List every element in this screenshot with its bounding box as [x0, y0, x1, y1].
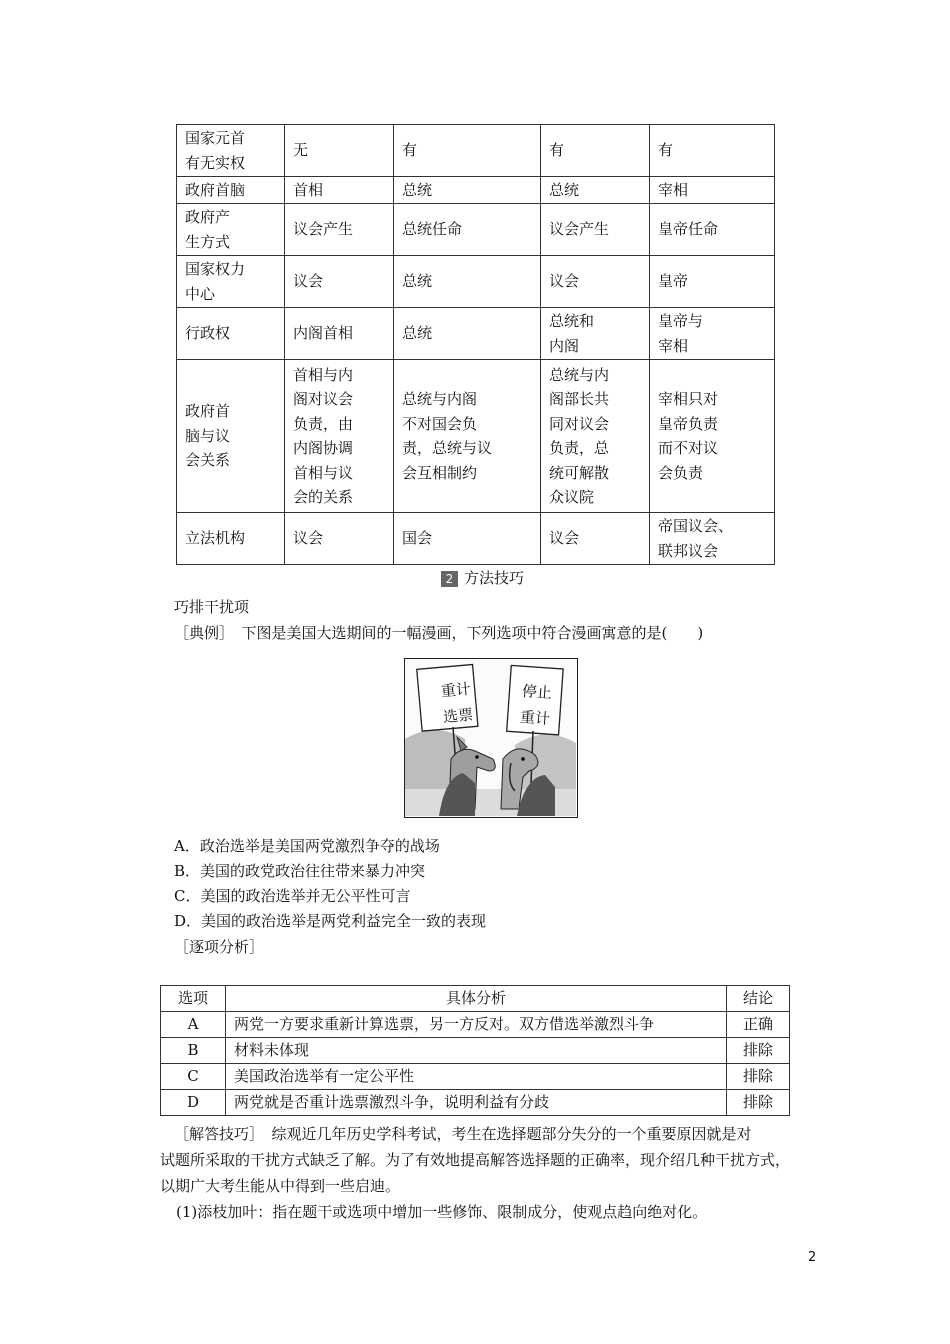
- cell-line: 会的关系: [293, 488, 354, 506]
- cell-line: 宰相: [658, 180, 689, 199]
- analysis-table: [160, 985, 790, 1116]
- cell-line: 总统: [402, 180, 433, 199]
- option-a: A．政治选举是美国两党激烈争夺的战场: [174, 837, 440, 855]
- table-row: [177, 308, 775, 360]
- table-row: [177, 360, 775, 513]
- option-c: C．美国的政治选举并无公平性可言: [174, 887, 411, 905]
- table-cell: [285, 177, 394, 204]
- section-title: 方法技巧: [464, 569, 525, 587]
- cell-line: 政府首脑: [185, 180, 246, 199]
- cell-line: 阁对议会: [293, 390, 354, 408]
- option-b: B．美国的政党政治往往带来暴力冲突: [174, 862, 426, 880]
- analysis-heading: ［逐项分析］: [174, 938, 265, 956]
- cell-line: 总统与内: [549, 365, 610, 384]
- cell-line: 帝国议会、: [658, 517, 734, 535]
- table-row: [161, 1090, 790, 1116]
- header-cell: 具体分析: [226, 986, 727, 1012]
- table-cell: [394, 125, 541, 177]
- table-cell: [541, 204, 650, 256]
- comparison-table: [176, 124, 775, 565]
- sign-left-line: 选票: [442, 705, 474, 727]
- analysis-cell: 两党一方要求重新计算选票，另一方反对。双方借选举激烈斗争: [226, 1012, 727, 1038]
- table-row: [177, 256, 775, 308]
- page-number: 2: [808, 1250, 817, 1265]
- table-row: [161, 1012, 790, 1038]
- conclusion-cell: 正确: [727, 1012, 790, 1038]
- cell-line: 议会: [549, 529, 580, 548]
- cell-line: 总统: [402, 272, 433, 291]
- political-cartoon: [404, 658, 578, 818]
- table-cell: [394, 204, 541, 256]
- cell-line: 总统: [549, 180, 580, 199]
- cell-line: 宰相只对: [658, 390, 719, 408]
- table-cell: [541, 125, 650, 177]
- cell-line: 皇帝任命: [658, 220, 719, 239]
- tips-line: ［解答技巧］ 综观近几年历史学科考试，考生在选择题部分失分的一个重要原因就是对: [174, 1125, 752, 1143]
- cell-line: 生方式: [185, 232, 231, 251]
- tips-line: (1)添枝加叶：指在题干或选项中增加一些修饰、限制成分，使观点趋向绝对化。: [176, 1203, 708, 1221]
- table-cell: [285, 308, 394, 360]
- cell-line: 议会: [293, 529, 324, 548]
- option-cell: D: [161, 1090, 226, 1116]
- analysis-cell: 材料未体现: [226, 1038, 727, 1064]
- table-cell: [541, 513, 650, 565]
- table-row: [161, 1064, 790, 1090]
- cell-line: 议会产生: [293, 220, 354, 239]
- cell-line: 议会: [549, 272, 580, 291]
- conclusion-cell: 排除: [727, 1064, 790, 1090]
- option-cell: B: [161, 1038, 226, 1064]
- cell-line: 立法机构: [185, 529, 246, 548]
- cell-line: 责，总统与议: [402, 439, 493, 457]
- table-cell: [650, 177, 775, 204]
- analysis-header-row: [161, 986, 790, 1012]
- cell-line: 国家权力: [185, 260, 246, 278]
- cell-line: 总统与内阁: [402, 390, 478, 408]
- table-cell: [541, 308, 650, 360]
- row-label-cell: [177, 204, 285, 256]
- cell-line: 负责，总: [549, 439, 610, 457]
- table-cell: [285, 256, 394, 308]
- table-cell: [650, 256, 775, 308]
- cell-line: 同对议会: [549, 414, 610, 433]
- sign-left: [428, 675, 486, 732]
- header-cell: 选项: [161, 986, 226, 1012]
- cell-line: 联邦议会: [658, 541, 719, 560]
- row-label-cell: [177, 513, 285, 565]
- table-cell: [650, 513, 775, 565]
- table-cell: [541, 177, 650, 204]
- cell-line: 会负责: [658, 463, 704, 482]
- cell-line: 国会: [402, 529, 433, 548]
- table-cell: [285, 204, 394, 256]
- table-cell: [650, 360, 775, 513]
- cell-line: 总统: [402, 324, 433, 343]
- sign-right-line: 重计: [519, 707, 551, 728]
- cell-line: 会关系: [185, 451, 231, 470]
- cell-line: 脑与议: [185, 426, 231, 445]
- cell-line: 众议院: [549, 488, 595, 506]
- cell-line: 有: [402, 141, 418, 160]
- option-d: D．美国的政治选举是两党利益完全一致的表现: [174, 912, 487, 930]
- conclusion-cell: 排除: [727, 1038, 790, 1064]
- sign-left-line: 重计: [440, 679, 472, 701]
- table-row: [177, 204, 775, 256]
- cell-line: 内阁首相: [293, 324, 354, 343]
- cell-line: 首相与内: [293, 365, 354, 384]
- cell-line: 内阁: [549, 336, 580, 355]
- row-label-cell: [177, 360, 285, 513]
- cell-line: 有无实权: [185, 153, 246, 172]
- cell-line: 议会产生: [549, 220, 610, 239]
- cell-line: 阁部长共: [549, 390, 610, 408]
- cell-line: 不对国会负: [402, 414, 478, 433]
- cell-line: 议会: [293, 272, 324, 291]
- cell-line: 会互相制约: [402, 463, 478, 482]
- cell-line: 有: [658, 141, 674, 160]
- cell-line: 统可解散: [549, 463, 610, 482]
- example-question: ［典例］ 下图是美国大选期间的一幅漫画，下列选项中符合漫画寓意的是( ): [174, 624, 704, 642]
- option-cell: A: [161, 1012, 226, 1038]
- section-heading: [441, 568, 524, 588]
- cell-line: 首相: [293, 180, 324, 199]
- table-cell: [394, 513, 541, 565]
- table-cell: [394, 256, 541, 308]
- cell-line: 有: [549, 141, 565, 160]
- table-cell: [650, 204, 775, 256]
- cell-line: 而不对议: [658, 439, 719, 457]
- table-cell: [285, 513, 394, 565]
- table-row: [177, 177, 775, 204]
- sign-right: [509, 677, 563, 732]
- table-row: [177, 125, 775, 177]
- table-cell: [541, 360, 650, 513]
- table-cell: [394, 308, 541, 360]
- cell-line: 总统任命: [402, 220, 463, 239]
- row-label-cell: [177, 177, 285, 204]
- table-cell: [285, 360, 394, 513]
- cell-line: 行政权: [185, 324, 231, 343]
- cell-line: 皇帝负责: [658, 414, 719, 433]
- cell-line: 宰相: [658, 336, 689, 355]
- table-row: [177, 513, 775, 565]
- row-label-cell: [177, 125, 285, 177]
- section-number-badge: 2: [441, 571, 458, 587]
- cell-line: 政府首: [185, 402, 231, 421]
- analysis-cell: 美国政治选举有一定公平性: [226, 1064, 727, 1090]
- table-cell: [394, 360, 541, 513]
- sign-right-line: 停止: [521, 682, 553, 703]
- cell-line: 皇帝与: [658, 312, 704, 330]
- cell-line: 内阁协调: [293, 439, 354, 457]
- row-label-cell: [177, 308, 285, 360]
- row-label-cell: [177, 256, 285, 308]
- conclusion-cell: 排除: [727, 1090, 790, 1116]
- tips-line: 试题所采取的干扰方式缺乏了解。为了有效地提高解答选择题的正确率，现介绍几种干扰方式，: [160, 1151, 791, 1169]
- cell-line: 国家元首: [185, 129, 246, 147]
- cell-line: 总统和: [549, 312, 595, 330]
- cell-line: 皇帝: [658, 272, 689, 291]
- table-cell: [394, 177, 541, 204]
- table-cell: [285, 125, 394, 177]
- option-cell: C: [161, 1064, 226, 1090]
- cell-line: 中心: [185, 284, 216, 303]
- table-cell: [541, 256, 650, 308]
- cell-line: 政府产: [185, 208, 231, 226]
- analysis-cell: 两党就是否重计选票激烈斗争，说明利益有分歧: [226, 1090, 727, 1116]
- table-cell: [650, 125, 775, 177]
- tips-line: 以期广大考生能从中得到一些启迪。: [160, 1177, 401, 1195]
- cell-line: 首相与议: [293, 463, 354, 482]
- table-row: [161, 1038, 790, 1064]
- header-cell: 结论: [727, 986, 790, 1012]
- subheading: 巧排干扰项: [174, 598, 250, 616]
- table-cell: [650, 308, 775, 360]
- cell-line: 无: [293, 141, 309, 160]
- cell-line: 负责，由: [293, 414, 354, 433]
